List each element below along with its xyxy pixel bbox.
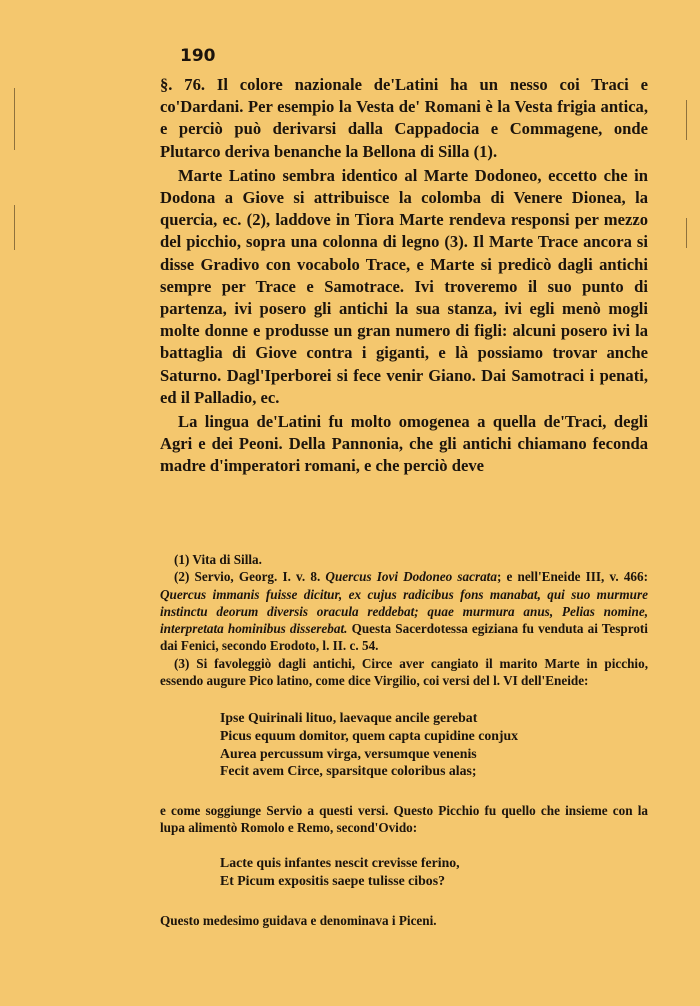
verse-line: Aurea percussum virga, versumque venenis bbox=[220, 745, 477, 761]
scan-edge-mark bbox=[686, 100, 687, 140]
page-number: 190 bbox=[180, 46, 216, 66]
footnote-3: (3) Si favoleggiò dagli antichi, Circe aver cangiato il marito Marte in picchio, essendo augure Pico latino, come dice Virgilio, coi versi del l. VI dell'Eneide: bbox=[160, 655, 648, 689]
scan-edge-mark bbox=[686, 218, 687, 248]
verse-quote-ovid bbox=[220, 854, 648, 889]
verse-line: Fecit avem Circe, sparsitque coloribus alas; bbox=[220, 763, 477, 779]
footnote-2: (2) Servio, Georg. I. v. 8. Quercus Iovi Dodoneo sacrata; e nell'Eneide III, v. 466: Quercus immanis fuisse dicitur, ex cujus radicibus fons manabat, qui suo murmure instinctu deorum diversis oracula reddebat; quae murmura anus, Pelias nomine, interpretata hominibus disserebat. Questa Sacerdotessa egiziana fu venduta ai Tesproti dai Fenici, secondo Erodoto, l. II. c. 54. bbox=[160, 569, 648, 654]
paragraph: La lingua de'Latini fu molto omogenea a quella de'Traci, degli Agri e dei Peoni. Della Pannonia, che gli antichi chiamano feconda madre d'imperatori romani, e che perciò deve bbox=[160, 412, 648, 476]
main-text bbox=[160, 74, 648, 478]
verse-line: Ipse Quirinali lituo, laevaque ancile gerebat bbox=[220, 710, 478, 726]
verse-line: Picus equum domitor, quem capta cupidine conjux bbox=[220, 727, 519, 743]
verse-quote-virgil bbox=[220, 709, 648, 779]
verse-line: Et Picum expositis saepe tulisse cibos? bbox=[220, 872, 445, 888]
verse-line: Lacte quis infantes nescit crevisse ferino, bbox=[220, 855, 460, 871]
footnote-closing: Questo medesimo guidava e denominava i Piceni. bbox=[160, 912, 437, 928]
paragraph: §. 76. Il colore nazionale de'Latini ha un nesso coi Traci e co'Dardani. Per esempio la Vesta de' Romani è la Vesta frigia antica, e perciò può derivarsi dalla Cappadocia e Commagene, onde Plutarco deriva benanche la Bellona di Silla (1). bbox=[160, 75, 648, 161]
footnote-1: (1) Vita di Silla. bbox=[174, 552, 262, 567]
footnote-continuation: e come soggiunge Servio a questi versi. Questo Picchio fu quello che insieme con la lupa alimentò Romolo e Remo, second'Ovido: bbox=[160, 802, 648, 836]
scan-edge-mark bbox=[14, 205, 15, 250]
paragraph: Marte Latino sembra identico al Marte Dodoneo, eccetto che in Dodona a Giove si attribuisce la colomba di Venere Dionea, la quercia, ec. (2), laddove in Tiora Marte rendeva responsi per mezzo del picchio, sopra una colonna di legno (3). Il Marte Trace ancora si disse Gradivo con vocabolo Trace, e Marte si predicò dagli antichi sempre per Trace e Samotrace. Ivi troveremo il suo punto di partenza, ivi posero gli antichi la sua stanza, ivi egli menò mogli molte donne e produsse un gran numero di figli: alcuni posero ivi la battaglia di Giove contra i giganti, e là possiamo trovar anche Saturno. Dagl'Iperborei si fece venir Giano. Dai Samotraci i penati, ed il Palladio, ec. bbox=[160, 165, 648, 407]
footnotes bbox=[160, 551, 648, 929]
scan-edge-mark bbox=[14, 88, 15, 150]
